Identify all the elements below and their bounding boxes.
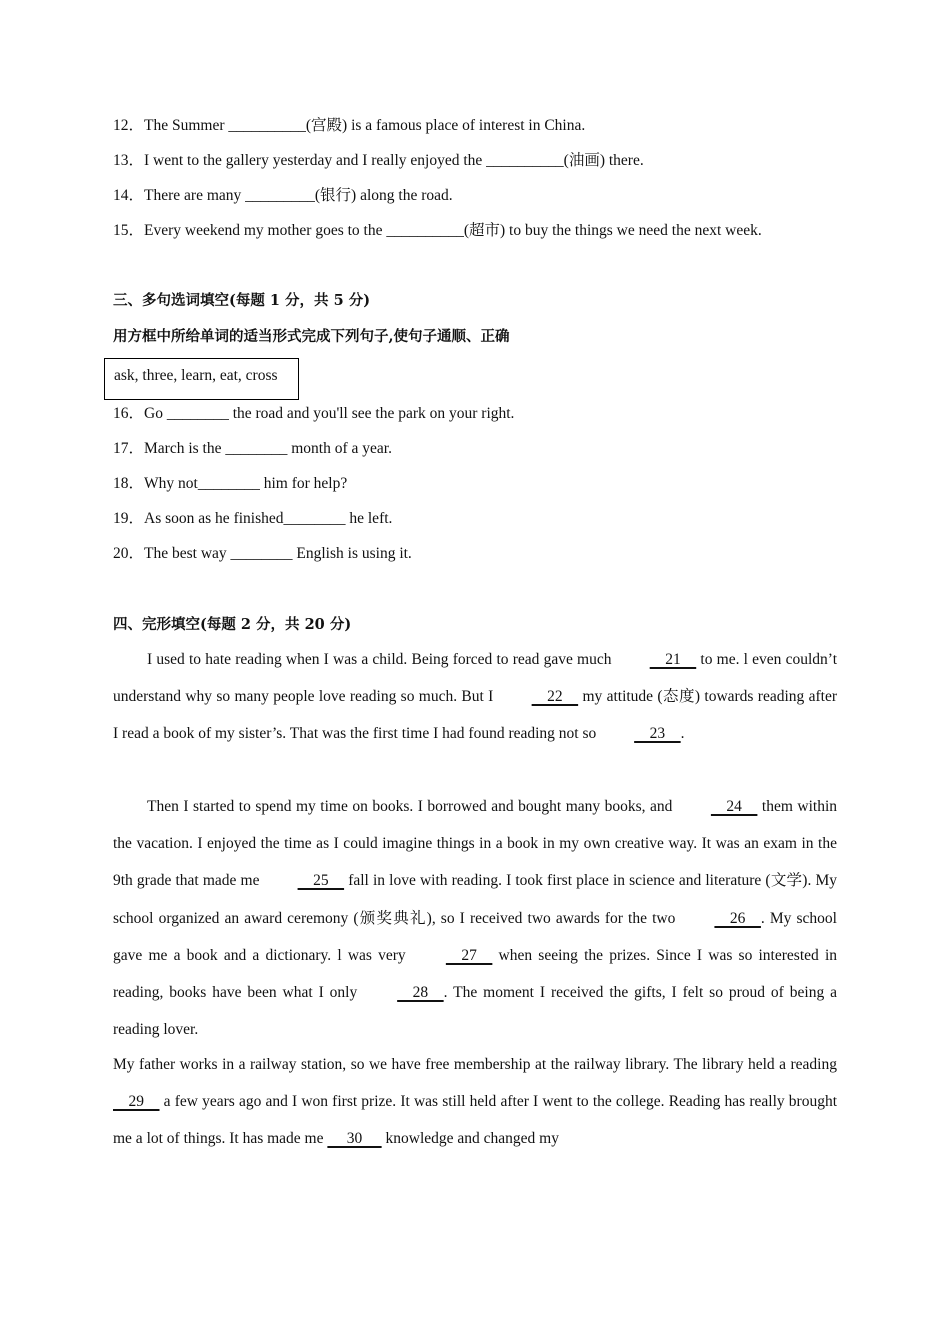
question-15: 15．Every weekend my mother goes to the __________(超市) to buy the things we need the next week. bbox=[113, 222, 762, 239]
cloze-paragraph-2: Then I started to spend my time on books. I borrowed and bought many books, and 24 them within the vacation. I enjoyed the time as I could imagine things in a book in my own creative way. It was an exam in the 9th grade that made me 25 fall in love with reading. I took first place in science and literature (文学). My school organized an award ceremony (颁奖典礼), so I received two awards for the two 26 . My school gave me a book and a dictionary. l was very 27 when seeing the prizes. Since I was so interested in reading, books have been what I only 28 . The moment I received the gifts, I felt so proud of being a reading lover. bbox=[113, 788, 837, 1048]
blank-29[interactable]: 29 bbox=[113, 1093, 160, 1111]
section3-instruction: 用方框中所给单词的适当形式完成下列句子,使句子通顺、正确 bbox=[113, 328, 510, 345]
cloze-paragraph-3: My father works in a railway station, so we have free membership at the railway library. The library held a reading 29 a few years ago and I won first prize. It was still held after I went to the college. Reading has really brought me a lot of things. It has made me 30 knowledge and changed my bbox=[113, 1046, 837, 1158]
question-12: 12．The Summer __________(宫殿) is a famous place of interest in China. bbox=[113, 117, 586, 134]
question-19: 19．As soon as he finished________ he left. bbox=[113, 510, 393, 527]
cloze-paragraph-1: I used to hate reading when I was a child. Being forced to read gave much 21 to me. l even couldn’t understand why so many people love reading so much. But I 22 my attitude (态度) towards reading after I read a book of my sister’s. That was the first time I had found reading not so 23 . bbox=[113, 641, 837, 753]
question-20: 20．The best way ________ English is using it. bbox=[113, 545, 412, 562]
blank-23[interactable]: 23 bbox=[634, 725, 681, 743]
word-box bbox=[104, 358, 299, 400]
question-16: 16．Go ________ the road and you'll see the park on your right. bbox=[113, 405, 515, 422]
blank-24[interactable]: 24 bbox=[710, 798, 758, 815]
question-13: 13．I went to the gallery yesterday and I really enjoyed the __________(油画) there. bbox=[113, 152, 644, 169]
blank-26[interactable]: 26 bbox=[714, 909, 761, 927]
section4-heading: 四、完形填空(每题 2 分，共 20 分) bbox=[113, 616, 352, 633]
blank-30[interactable]: 30 bbox=[327, 1130, 382, 1148]
blank-28[interactable]: 28 bbox=[397, 984, 444, 1002]
blank-21[interactable]: 21 bbox=[649, 651, 697, 668]
question-14: 14．There are many _________(银行) along the road. bbox=[113, 187, 453, 204]
question-18: 18．Why not________ him for help? bbox=[113, 475, 348, 492]
blank-25[interactable]: 25 bbox=[297, 872, 345, 890]
word-box-text: ask, three, learn, eat, cross bbox=[114, 367, 278, 384]
blank-22[interactable]: 22 bbox=[531, 688, 579, 706]
blank-27[interactable]: 27 bbox=[445, 946, 493, 964]
section3-heading: 三、多句选词填空(每题 1 分，共 5 分) bbox=[113, 292, 371, 309]
question-17: 17．March is the ________ month of a year. bbox=[113, 440, 392, 457]
